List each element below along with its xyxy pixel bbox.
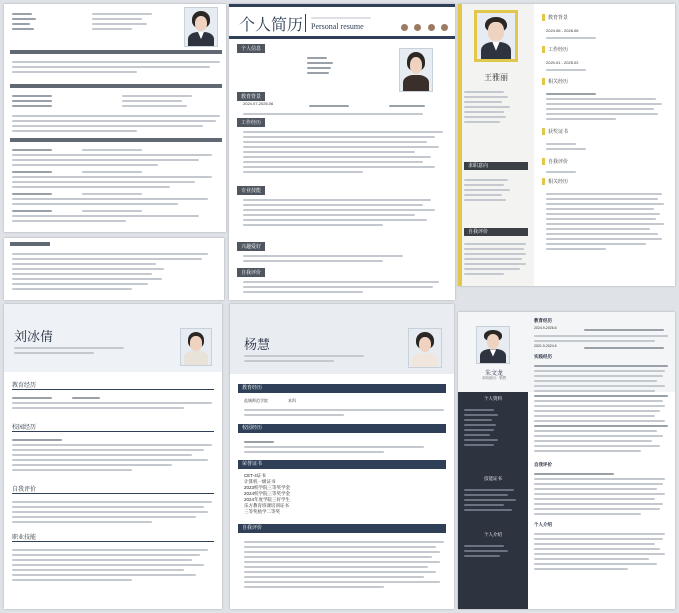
cert-item: 计算机一级证书 bbox=[244, 479, 276, 484]
header-rule bbox=[229, 36, 455, 39]
edu-row bbox=[309, 102, 439, 110]
section-personal-info: 个人信息 bbox=[237, 44, 265, 53]
skill-bars bbox=[464, 486, 522, 514]
text-block bbox=[12, 112, 220, 135]
edu-date: 2024.06 - 2026.06 bbox=[546, 28, 579, 33]
sidebar-section-info: 个人资料 bbox=[484, 396, 502, 401]
cert-item: 2024年度学院三好学生 bbox=[244, 497, 291, 502]
section-bar bbox=[10, 50, 222, 54]
cert-item: 乐方教育班课培训证书 bbox=[244, 503, 289, 508]
profile-photo bbox=[399, 48, 433, 92]
edu-text bbox=[546, 34, 666, 42]
intro-list bbox=[464, 542, 522, 560]
location-icon bbox=[428, 24, 435, 31]
section-related-2: 相关经历 bbox=[542, 178, 568, 185]
candidate-name: 朱文龙 bbox=[484, 371, 503, 377]
profile-photo bbox=[184, 7, 218, 47]
phone-icon bbox=[401, 24, 408, 31]
edu-date-b: 2021.9-2024.6 bbox=[534, 344, 557, 348]
text-block bbox=[12, 250, 212, 293]
self-eval-text bbox=[244, 538, 444, 591]
self-eval-text bbox=[534, 470, 668, 518]
section-self-eval-main: 自我评价 bbox=[542, 158, 568, 165]
resume-card-1-lower[interactable] bbox=[4, 238, 224, 300]
info-list bbox=[464, 406, 522, 449]
edu-text bbox=[12, 394, 212, 412]
self-eval-main-text bbox=[546, 168, 666, 176]
candidate-name: 杨慧 bbox=[244, 337, 271, 352]
home-icon bbox=[441, 24, 448, 31]
section-self-eval: 自我评价 bbox=[238, 524, 446, 533]
section-certificates: 荣誉证书 bbox=[238, 460, 446, 469]
section-awards: 获奖证书 bbox=[542, 128, 568, 135]
edu-text bbox=[244, 406, 444, 419]
resume-card-3[interactable] bbox=[458, 4, 675, 286]
section-bar bbox=[10, 138, 222, 142]
campus-text bbox=[12, 436, 212, 474]
self-eval-block bbox=[243, 278, 443, 296]
edu-date: 2024.07-2026.06 bbox=[243, 101, 274, 106]
section-work: 工作经历 bbox=[542, 46, 568, 53]
section-self-eval: 自我评价 bbox=[12, 484, 214, 494]
personal-info-list bbox=[464, 88, 528, 126]
personal-info-block bbox=[269, 54, 339, 77]
section-education: 教育经历 bbox=[12, 380, 214, 390]
sidebar bbox=[458, 4, 534, 286]
resume-card-1[interactable] bbox=[4, 4, 226, 232]
edu-row-b bbox=[584, 344, 668, 352]
edu-degree: 本科 bbox=[288, 398, 296, 403]
work-date: 2020.01 - 2025.02 bbox=[546, 60, 579, 65]
self-eval-text bbox=[12, 498, 212, 526]
awards-text bbox=[546, 140, 666, 153]
cert-item: 2023校学院三等奖学金 bbox=[244, 485, 291, 490]
resume-card-6[interactable] bbox=[458, 312, 675, 609]
sidebar-section-intent: 求职意向 bbox=[464, 162, 528, 170]
self-eval-text bbox=[464, 240, 528, 278]
edu-date-a: 2024.9-2026.6 bbox=[534, 326, 557, 330]
sidebar-section-skills: 技能证书 bbox=[484, 476, 502, 481]
resume-card-2[interactable] bbox=[229, 4, 455, 300]
main-column bbox=[534, 318, 670, 608]
cert-item: 三等奖励学二等奖 bbox=[244, 509, 280, 514]
personal-info-block bbox=[12, 10, 172, 33]
experience-block bbox=[12, 146, 220, 225]
contact-line bbox=[244, 352, 364, 365]
section-intro: 个人介绍 bbox=[534, 522, 552, 527]
section-education: 教育经历 bbox=[534, 318, 552, 323]
campus-text bbox=[244, 438, 444, 456]
work-text bbox=[546, 66, 666, 74]
intro-text bbox=[534, 530, 668, 573]
cert-list bbox=[244, 473, 290, 515]
skills-text bbox=[12, 546, 212, 584]
title-divider bbox=[305, 14, 306, 32]
section-education: 教育背景 bbox=[237, 92, 265, 101]
section-skills: 专业技能 bbox=[237, 186, 265, 195]
candidate-name: 王雅丽 bbox=[484, 73, 508, 82]
section-self-eval: 自我评价 bbox=[534, 462, 552, 467]
section-skills: 职业技能 bbox=[12, 532, 214, 542]
section-education: 教育背景 bbox=[542, 14, 568, 21]
work-block bbox=[243, 128, 443, 176]
text-block bbox=[243, 110, 443, 118]
top-accent-bar bbox=[229, 4, 455, 7]
contact-icons bbox=[401, 18, 448, 36]
profile-photo bbox=[476, 326, 510, 364]
text-block bbox=[12, 58, 220, 76]
section-related: 相关经历 bbox=[542, 78, 568, 85]
resume-title-cn: 个人简历 bbox=[239, 17, 304, 34]
section-hobbies: 兴趣爱好 bbox=[237, 242, 265, 251]
section-bar bbox=[10, 84, 222, 88]
intent-list bbox=[464, 176, 528, 204]
education-block bbox=[12, 92, 220, 110]
cert-item: CET-4证书 bbox=[244, 473, 266, 478]
profile-photo bbox=[408, 328, 442, 368]
contact-line bbox=[14, 344, 134, 357]
resume-card-5[interactable] bbox=[230, 304, 454, 609]
candidate-subtitle: 求职意向：销售 bbox=[481, 376, 507, 380]
section-work: 工作经历 bbox=[237, 118, 265, 127]
section-self-eval: 自我评价 bbox=[237, 268, 265, 277]
candidate-name: 刘冰倩 bbox=[14, 329, 54, 344]
section-campus: 校园经历 bbox=[238, 424, 446, 433]
section-bar bbox=[10, 242, 50, 246]
sidebar bbox=[458, 392, 528, 609]
resume-title-en: Personal resume bbox=[311, 22, 364, 31]
sidebar-section-intro: 个人介绍 bbox=[484, 532, 502, 537]
section-campus: 校园经历 bbox=[12, 422, 214, 432]
related-2-text bbox=[546, 190, 666, 253]
sidebar-gold-stripe bbox=[458, 4, 462, 286]
section-practice: 实践经历 bbox=[534, 354, 552, 359]
main-column bbox=[542, 4, 670, 286]
section-education: 教育经历 bbox=[238, 384, 446, 393]
skills-block bbox=[243, 196, 443, 229]
hobbies-block bbox=[243, 252, 443, 265]
cert-item: 2024校学院三等奖学金 bbox=[244, 491, 291, 496]
sidebar-section-self-eval: 自我评价 bbox=[464, 228, 528, 236]
mail-icon bbox=[414, 24, 421, 31]
resume-card-4[interactable] bbox=[4, 304, 222, 609]
practice-text bbox=[534, 362, 668, 455]
profile-photo bbox=[474, 10, 518, 62]
edu-school: 盐城师范学院 bbox=[244, 398, 268, 403]
profile-photo bbox=[180, 328, 212, 366]
related-text bbox=[546, 90, 666, 123]
